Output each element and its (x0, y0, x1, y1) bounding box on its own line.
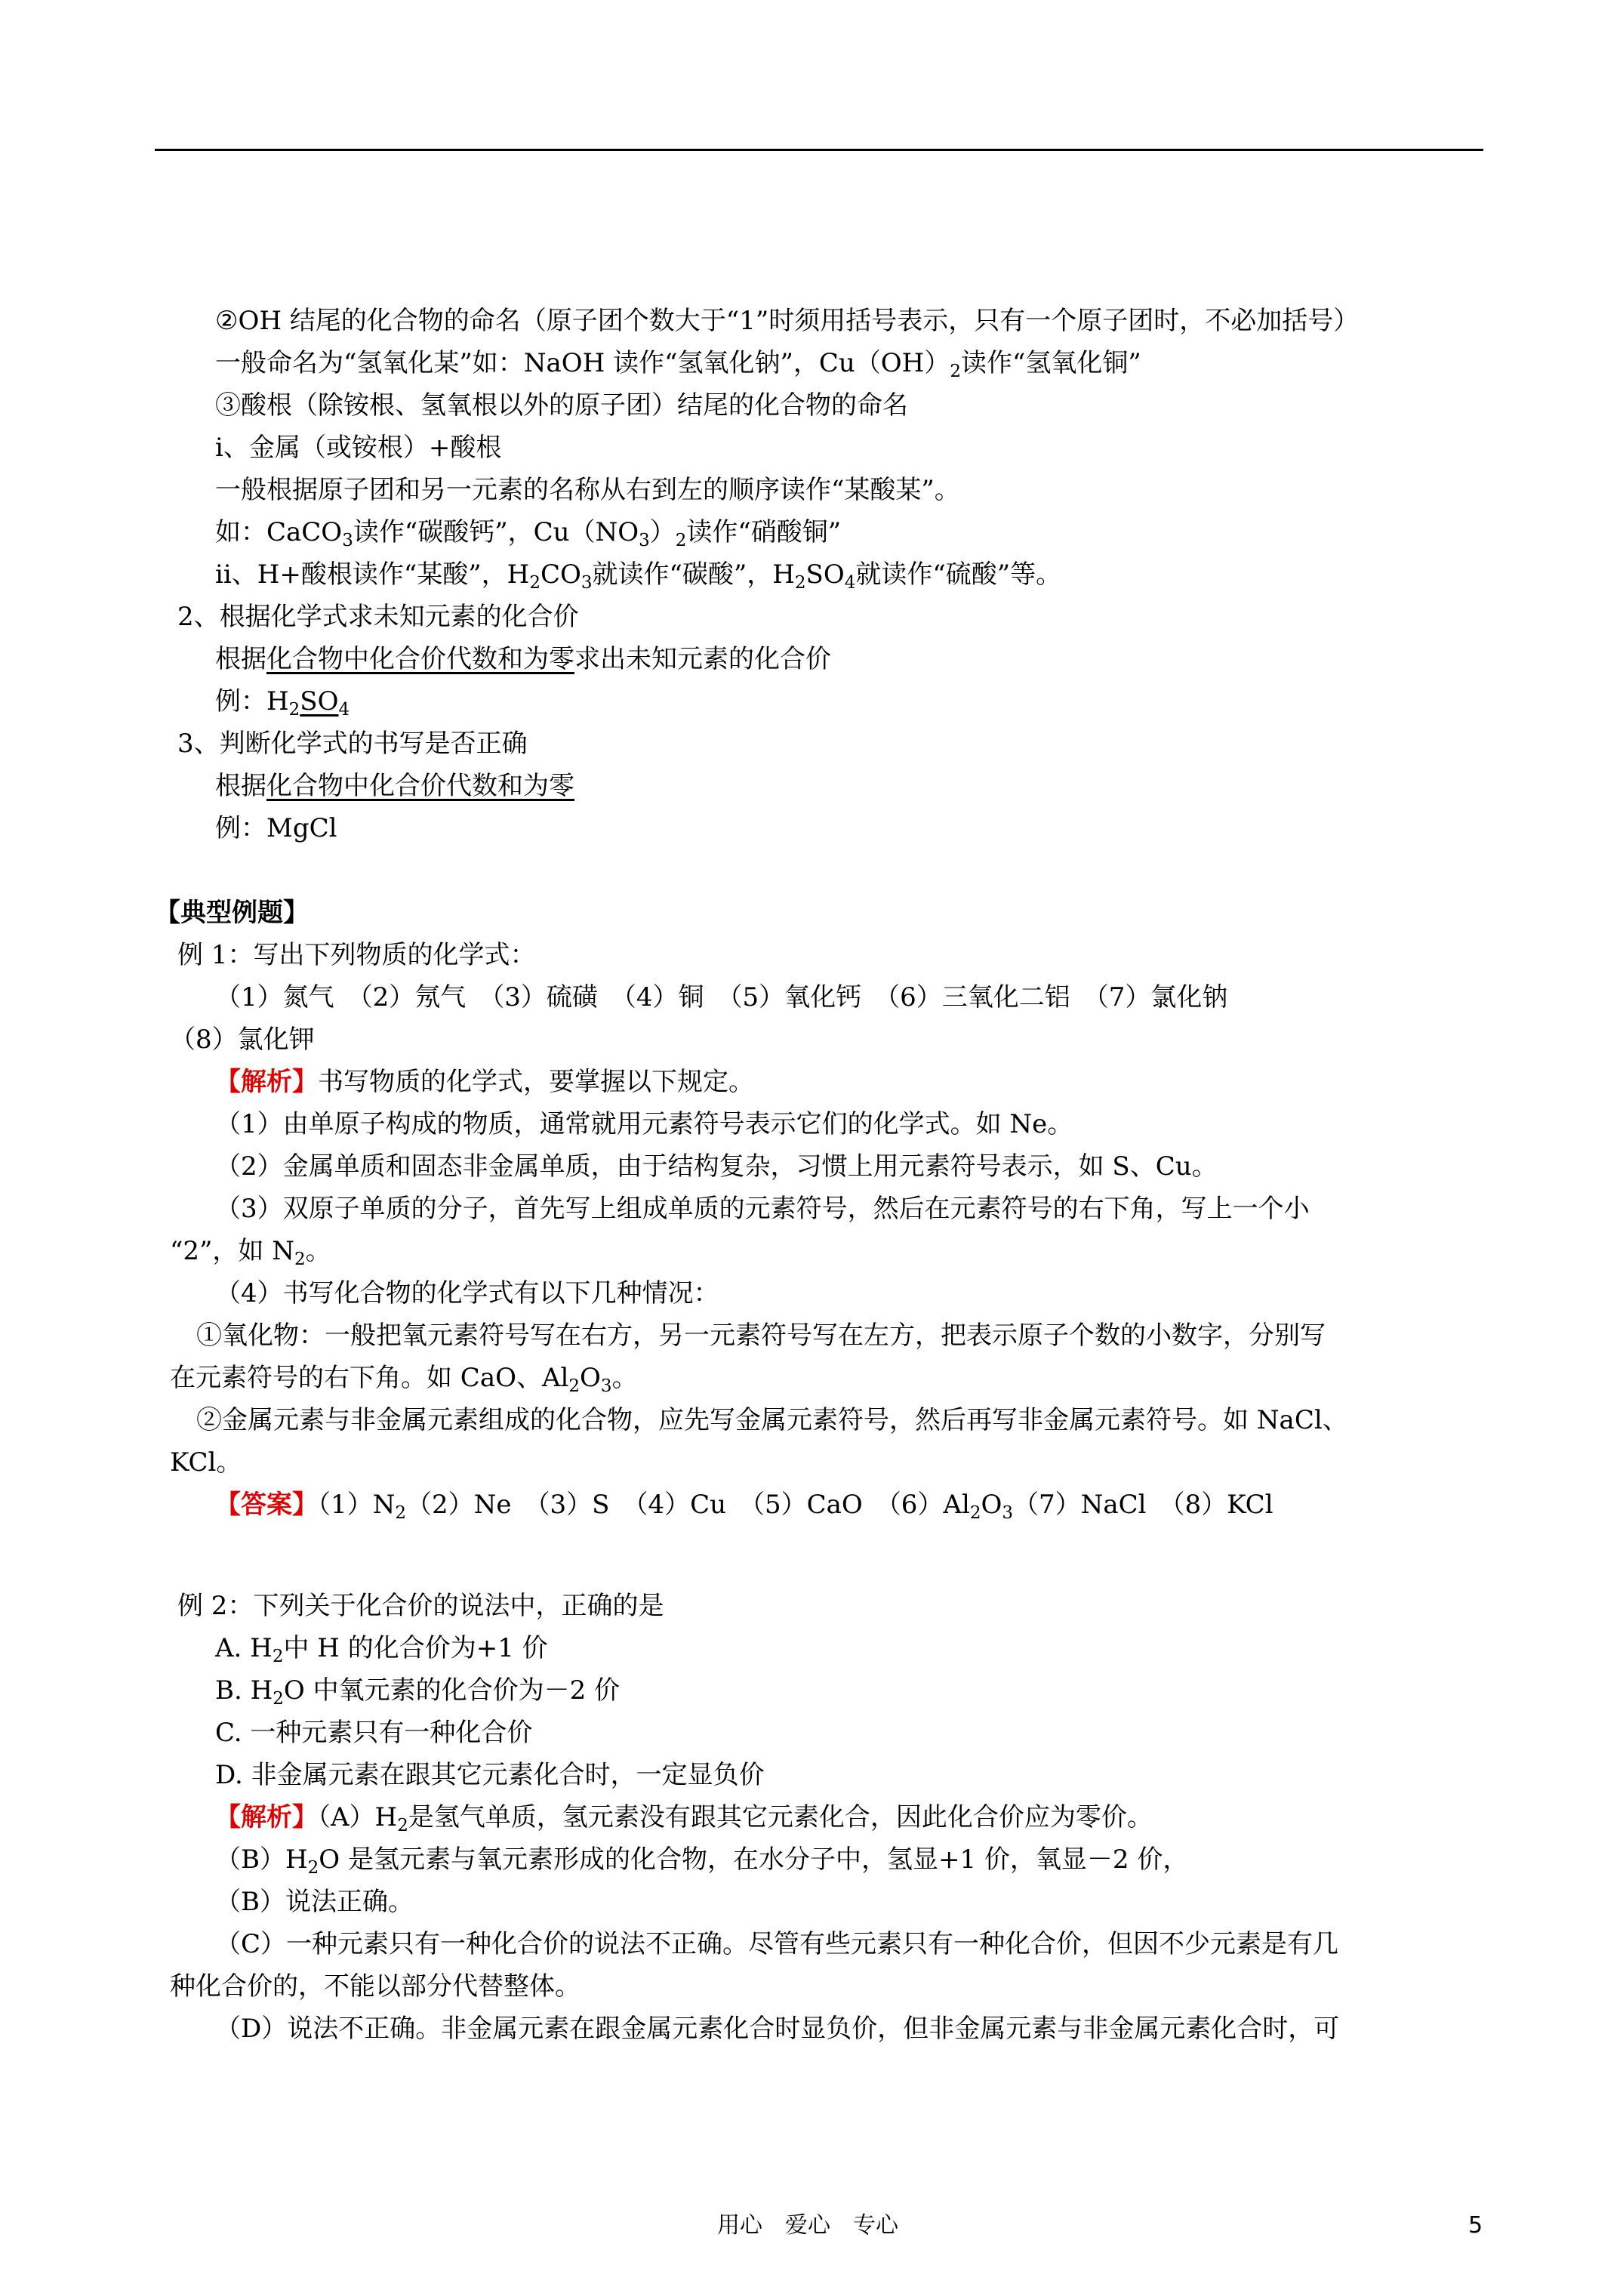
header-rule (155, 149, 1483, 151)
ex1-para-4: （4）书写化合物的化学式有以下几种情况： (215, 1278, 719, 1308)
intro-line-7: ⅱ、H+酸根读作“某酸”，$H_2CO_3$就读作“碳酸”，$H_2SO_4$就读作“硫酸”等。 (215, 559, 1062, 593)
intro-line-9: 根据化合物中化合价代数和为零求出未知元素的化合价 (215, 644, 831, 674)
intro-line-4: ⅰ、金属（或铵根）+酸根 (215, 433, 502, 463)
footer-motto: 用心 爱心 专心 (717, 2212, 898, 2239)
ex2-option-b: B. $H_2O$ 中氧元素的化合价为－2 价 (215, 1675, 621, 1709)
ex1-para-6: ②金属元素与非金属元素组成的化合物，应先写金属元素符号，然后再写非金属元素符号。如 NaCl、 (196, 1405, 1348, 1435)
ex1-para-6b: KCl。 (170, 1447, 242, 1478)
ex2-analysis-c1: （C）一种元素只有一种化合价的说法不正确。尽管有些元素只有一种化合价，但因不少元素是有几 (215, 1929, 1339, 1959)
ex1-items: （1）氮气 （2）氖气 （3）硫磺 （4）铜 （5）氧化钙 （6）三氧化二铝 （7）氯化钠 (215, 982, 1228, 1012)
ex1-para-3b: “2”，如 $N_2$。 (170, 1236, 331, 1269)
ex2-analysis-b2: （B）说法正确。 (215, 1887, 414, 1917)
ex1-items-2: （8）氯化钾 (170, 1025, 315, 1055)
ex1-title: 例 1：写出下列物质的化学式： (177, 940, 536, 970)
intro-line-12: 根据化合物中化合价代数和为零 (215, 771, 574, 801)
intro-line-1: ②OH 结尾的化合物的命名（原子团个数大于“1”时须用括号表示，只有一个原子团时，不必加括号） (215, 306, 1360, 336)
answer-tag: 【答案】 (215, 1490, 318, 1520)
ex2-analysis-b: $(B)H_2O$ 是氢元素与氧元素形成的化合物，在水分子中，氢显+1 价，氧显－2 价， (215, 1845, 1189, 1878)
intro-line-8: 2、根据化学式求未知元素的化合价 (177, 602, 579, 632)
ex2-analysis-a: 【解析】$(A)H_2$是氢气单质，氢元素没有跟其它元素化合，因此化合价应为零价。 (215, 1802, 1153, 1835)
ex2-title: 例 2：下列关于化合价的说法中，正确的是 (177, 1591, 664, 1621)
ex2-analysis-c2: 种化合价的，不能以部分代替整体。 (170, 1971, 581, 2002)
ex1-para-3: （3）双原子单质的分子，首先写上组成单质的元素符号，然后在元素符号的右下角，写上一个小 (215, 1194, 1310, 1224)
ex2-option-a: A. $H_2$中 H 的化合价为+1 价 (215, 1633, 548, 1666)
intro-line-13: 例：MgCl (215, 813, 337, 843)
ex2-analysis-d: （D）说法不正确。非金属元素在跟金属元素化合时显负价，但非金属元素与非金属元素化合时，可 (215, 2014, 1340, 2044)
page-number: 5 (1468, 2212, 1483, 2239)
ex2-option-d: D. 非金属元素在跟其它元素化合时，一定显负价 (215, 1760, 765, 1790)
intro-line-2: 一般命名为“氢氧化某”如：NaOH 读作“氢氧化钠”，$Cu(OH)_2$读作“氢氧化铜” (215, 348, 1141, 381)
ex1-para-5: ①氧化物：一般把氧元素符号写在右方，另一元素符号写在左方，把表示原子个数的小数字，分别写 (196, 1321, 1326, 1351)
intro-line-11: 3、判断化学式的书写是否正确 (177, 729, 528, 759)
section-title: 【典型例题】 (155, 898, 309, 928)
ex1-para-5b: 在元素符号的右下角。如 CaO、$Al_2O_3$。 (170, 1363, 638, 1396)
intro-line-3: ③酸根（除铵根、氢氧根以外的原子团）结尾的化合物的命名 (215, 390, 908, 421)
ex1-para-1: （1）由单原子构成的物质，通常就用元素符号表示它们的化学式。如 Ne。 (215, 1109, 1073, 1139)
ex1-para-2: （2）金属单质和固态非金属单质，由于结构复杂，习惯上用元素符号表示，如 S、Cu。 (215, 1151, 1218, 1182)
intro-line-6: 如：CaCO$_3$读作“碳酸钙”，$Cu(NO_3)_2$读作“硝酸铜” (215, 517, 842, 550)
analysis-tag: 【解析】 (215, 1067, 318, 1097)
intro-line-5: 一般根据原子团和另一元素的名称从右到左的顺序读作“某酸某”。 (215, 475, 960, 505)
intro-line-10: 例：$H_2SO_4$ (215, 686, 350, 720)
ex1-answer: 【答案】$(1)N_2(2)Ne$ （3）S （4）Cu （5）CaO $(6)Al_2O_3(7)NaCl$ （8）KCl (215, 1490, 1273, 1523)
analysis-tag: 【解析】 (215, 1802, 318, 1832)
ex1-analysis: 【解析】书写物质的化学式，要掌握以下规定。 (215, 1067, 754, 1097)
ex2-option-c: C. 一种元素只有一种化合价 (215, 1718, 533, 1748)
